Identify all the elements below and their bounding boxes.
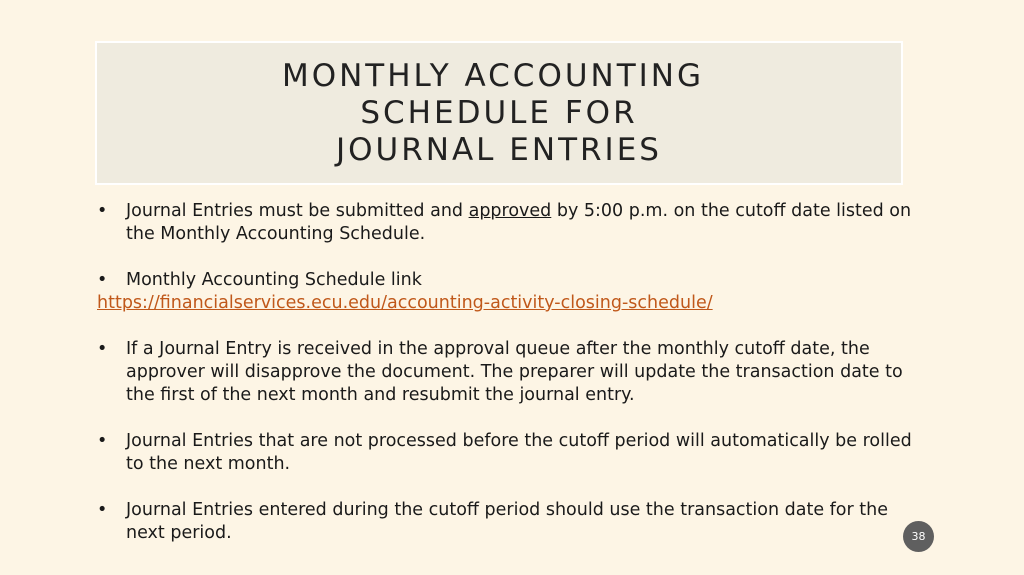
slide-title-line-3: JOURNAL ENTRIES bbox=[336, 132, 662, 168]
bullet-item-submission-deadline bbox=[97, 200, 917, 246]
spacer bbox=[97, 246, 917, 269]
bullet-text: Journal Entries that are not processed before the cutoff period will automatically be rolled to the next month. bbox=[126, 431, 912, 474]
bullet-text: Journal Entries entered during the cutoff period should use the transaction date for the next period. bbox=[126, 500, 888, 543]
bullet-item-schedule-link bbox=[97, 269, 917, 292]
bullet-marker: • bbox=[97, 270, 108, 290]
bullet-marker: • bbox=[97, 431, 108, 451]
bullet-text: by 5:00 p.m. on the cutoff date listed on the Monthly Accounting Schedule. bbox=[126, 201, 912, 244]
bullet-item-cutoff-period bbox=[97, 499, 917, 545]
bullet-text: Journal Entries must be submitted and bbox=[126, 201, 469, 221]
title-box bbox=[95, 41, 903, 185]
bullet-marker: • bbox=[97, 339, 108, 359]
bullet-item-late-entries bbox=[97, 338, 917, 407]
bullet-marker: • bbox=[97, 201, 108, 221]
page-number-badge: 38 bbox=[903, 521, 934, 552]
emphasis-approved: approved bbox=[468, 201, 552, 221]
link-row bbox=[97, 292, 917, 315]
bullet-text: If a Journal Entry is received in the approval queue after the monthly cutoff date, the approver will disapprove the document. The preparer will update the transaction date to the first of the next month and resubmit the journal entry. bbox=[126, 339, 903, 405]
spacer bbox=[97, 407, 917, 430]
spacer bbox=[97, 315, 917, 338]
bullet-marker: • bbox=[97, 500, 108, 520]
bullet-item-unprocessed-entries bbox=[97, 430, 917, 476]
slide-body bbox=[97, 200, 917, 545]
schedule-link[interactable]: https://financialservices.ecu.edu/accounting-activity-closing-schedule/ bbox=[97, 293, 713, 313]
slide-title-line-1: MONTHLY ACCOUNTING bbox=[281, 58, 705, 94]
slide-title-line-2: SCHEDULE FOR bbox=[360, 95, 638, 131]
spacer bbox=[97, 476, 917, 499]
bullet-text: Monthly Accounting Schedule link bbox=[126, 270, 422, 290]
